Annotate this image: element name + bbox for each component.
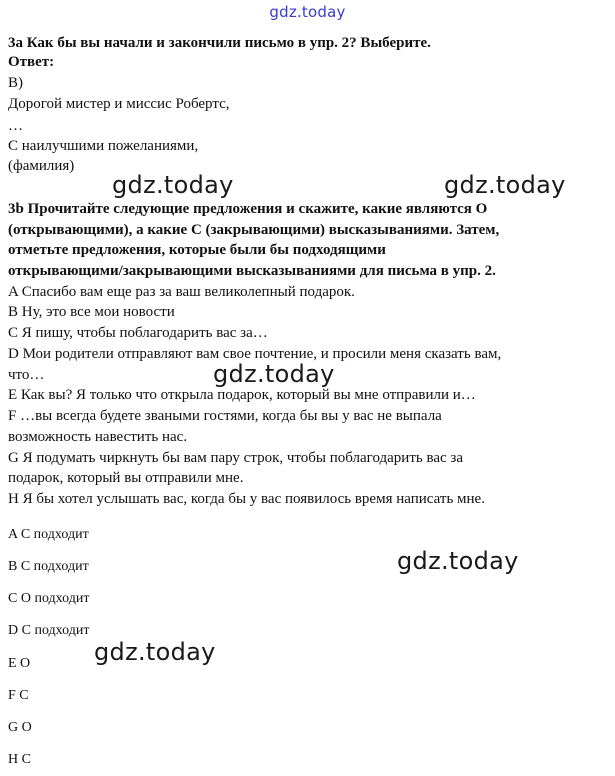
answer-line: Дорогой мистер и миссис Робертс, [8,96,230,112]
watermark: gdz.today [444,171,566,199]
answer-item: G O [8,720,32,735]
answer-item: D C подходит [8,623,90,638]
watermark: gdz.today [213,360,335,388]
answer-label: Ответ: [8,54,55,70]
task-3a-title: 3а Как бы вы начали и закончили письмо в упр. 2? Выберите. [8,35,431,51]
task-3b-title-line: (открывающими), а какие C (закрывающими) высказываниями. Затем, [8,222,500,238]
sentence-line: H Я бы хотел услышать вас, когда бы у вас появилось время написать мне. [8,491,485,507]
answer-line: B) [8,75,23,91]
sentence-line: B Ну, это все мои новости [8,304,175,320]
sentence-line: A Спасибо вам еще раз за ваш великолепный подарок. [8,284,355,300]
sentence-line: C Я пишу, чтобы поблагодарить вас за… [8,325,268,341]
sentence-line: G Я подумать чиркнуть бы вам пару строк, чтобы поблагодарить вас за [8,450,464,466]
sentence-line: E Как вы? Я только что открыла подарок, который вы мне отправили и… [8,387,476,403]
sentence-line: возможность навестить нас. [8,429,188,445]
task-3b-title-line: 3b Прочитайте следующие предложения и скажите, какие являются O [8,201,488,217]
answer-item: E O [8,656,31,671]
answer-item: B C подходит [8,559,89,574]
answer-item: A C подходит [8,527,89,542]
task-3b-title-line: открывающими/закрывающими высказываниями для письма в упр. 2. [8,263,496,279]
answer-item: C O подходит [8,591,90,606]
watermark: gdz.today [112,171,234,199]
answer-item: F C [8,688,29,703]
sentence-line: подарок, который вы отправили мне. [8,470,244,486]
watermark: gdz.today [94,638,216,666]
sentence-line: F …вы всегда будете зваными гостями, когда бы вы у вас не выпала [8,408,442,424]
answer-line: С наилучшими пожеланиями, [8,138,199,154]
answer-line: (фамилия) [8,158,75,174]
sentence-line: D Мои родители отправляют вам свое почтение, и просили меня сказать вам, [8,346,502,362]
answer-item: H C [8,752,31,767]
task-3b-title-line: отметьте предложения, которые были бы подходящими [8,242,386,258]
sentence-line: что… [8,367,45,383]
answer-line: … [8,118,23,134]
watermark: gdz.today [397,547,519,575]
top-watermark: gdz.today [269,3,346,21]
